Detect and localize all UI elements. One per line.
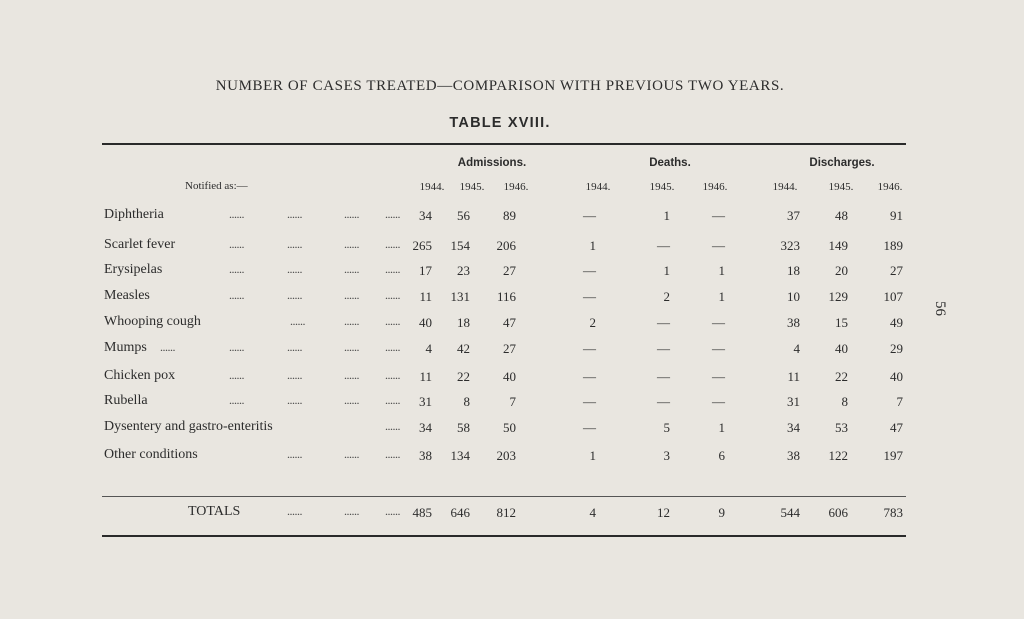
table-cell: —: [712, 394, 725, 409]
year-header: 1946.: [503, 181, 529, 193]
table-cell: 34: [419, 208, 432, 223]
leader-dots: ......: [344, 340, 359, 354]
table-cell: 2: [663, 289, 670, 304]
table-cell: —: [712, 208, 725, 223]
year-header: 1945.: [828, 181, 854, 193]
table-cell: 17: [419, 263, 432, 278]
table-cell: 203: [496, 448, 516, 463]
table-cell: 134: [450, 448, 470, 463]
leader-dots: ......: [344, 447, 359, 461]
table-cell: —: [712, 341, 725, 356]
table-cell: 197: [883, 448, 903, 463]
table-cell: 7: [509, 394, 516, 409]
table-cell: 189: [883, 238, 903, 253]
table-cell: 154: [450, 238, 470, 253]
leader-dots: ......: [385, 262, 400, 276]
leader-dots: ......: [385, 340, 400, 354]
table-cell: 47: [503, 315, 516, 330]
table-cell: —: [712, 369, 725, 384]
leader-dots: ......: [287, 207, 302, 221]
table-cell: —: [583, 263, 596, 278]
leader-dots: ......: [344, 288, 359, 302]
leader-dots: ......: [385, 314, 400, 328]
leader-dots: ......: [344, 504, 359, 518]
table-cell: —: [657, 394, 670, 409]
table-cell: 131: [450, 289, 470, 304]
leader-dots: ......: [287, 368, 302, 382]
table-cell: 27: [503, 263, 516, 278]
table-cell: —: [657, 238, 670, 253]
row-label: Mumps: [104, 340, 147, 355]
table-cell: 20: [835, 263, 848, 278]
table-cell: 40: [835, 341, 848, 356]
table-cell: 812: [496, 505, 516, 520]
year-header: 1946.: [877, 181, 903, 193]
table-cell: 40: [419, 315, 432, 330]
leader-dots: ......: [229, 368, 244, 382]
leader-dots: ......: [344, 314, 359, 328]
table-cell: 47: [890, 420, 903, 435]
table-cell: 27: [890, 263, 903, 278]
totals-divider: [102, 496, 906, 497]
table-cell: 48: [835, 208, 848, 223]
table-title: NUMBER OF CASES TREATED—COMPARISON WITH PREVIOUS TWO YEARS.: [215, 78, 785, 94]
table-cell: 5: [663, 420, 670, 435]
leader-dots: ......: [287, 447, 302, 461]
table-cell: 58: [457, 420, 470, 435]
leader-dots: ......: [160, 340, 175, 354]
leader-dots: ......: [385, 207, 400, 221]
table-cell: 91: [890, 208, 903, 223]
table-cell: 783: [883, 505, 903, 520]
table-cell: 29: [890, 341, 903, 356]
leader-dots: ......: [229, 237, 244, 251]
row-label: Scarlet fever: [104, 237, 176, 252]
year-header: 1944.: [419, 181, 445, 193]
row-label: Diphtheria: [104, 207, 164, 222]
table-cell: —: [583, 341, 596, 356]
leader-dots: ......: [290, 314, 305, 328]
table-cell: 31: [419, 394, 432, 409]
table-cell: 15: [835, 315, 848, 330]
table-cell: 42: [457, 341, 470, 356]
table-cell: 107: [883, 289, 903, 304]
leader-dots: ......: [385, 393, 400, 407]
table-cell: 6: [718, 448, 725, 463]
leader-dots: ......: [385, 288, 400, 302]
table-cell: —: [583, 369, 596, 384]
table-cell: 34: [419, 420, 432, 435]
leader-dots: ......: [287, 288, 302, 302]
page-number: 56: [932, 301, 948, 316]
table-cell: 8: [841, 394, 848, 409]
top-rule: [102, 143, 906, 145]
table-cell: 11: [419, 369, 432, 384]
table-cell: —: [712, 238, 725, 253]
table-cell: 1: [718, 289, 725, 304]
leader-dots: ......: [287, 504, 302, 518]
leader-dots: ......: [385, 368, 400, 382]
table-cell: 8: [463, 394, 470, 409]
table-cell: 1: [663, 263, 670, 278]
leader-dots: ......: [287, 393, 302, 407]
table-cell: 646: [450, 505, 470, 520]
row-label: Rubella: [104, 393, 148, 408]
table-cell: 37: [787, 208, 800, 223]
row-label: Whooping cough: [104, 314, 201, 329]
row-label: Erysipelas: [104, 262, 163, 277]
table-cell: 323: [780, 238, 800, 253]
bottom-rule: [102, 535, 906, 537]
leader-dots: ......: [385, 419, 400, 433]
year-header: 1944.: [585, 181, 611, 193]
table-cell: —: [583, 394, 596, 409]
year-header: 1946.: [702, 181, 728, 193]
row-label: Other conditions: [104, 447, 198, 462]
table-cell: 40: [890, 369, 903, 384]
group-header-deaths: Deaths.: [649, 157, 691, 169]
table-cell: 12: [657, 505, 670, 520]
table-cell: 34: [787, 420, 800, 435]
leader-dots: ......: [344, 368, 359, 382]
row-label: Dysentery and gastro-enteritis: [104, 419, 273, 434]
table-cell: 31: [787, 394, 800, 409]
leader-dots: ......: [344, 393, 359, 407]
table-cell: 22: [835, 369, 848, 384]
year-header: 1944.: [772, 181, 798, 193]
leader-dots: ......: [344, 262, 359, 276]
table-cell: 18: [457, 315, 470, 330]
table-cell: 1: [718, 263, 725, 278]
table-cell: 265: [412, 238, 432, 253]
group-header-admissions: Admissions.: [457, 157, 527, 169]
table-cell: —: [657, 315, 670, 330]
row-label: Measles: [104, 288, 150, 303]
table-cell: 4: [425, 341, 432, 356]
table-cell: 2: [589, 315, 596, 330]
table-cell: 11: [419, 289, 432, 304]
leader-dots: ......: [344, 207, 359, 221]
table-cell: 11: [787, 369, 800, 384]
table-cell: 38: [419, 448, 432, 463]
leader-dots: ......: [229, 393, 244, 407]
table-cell: 122: [828, 448, 848, 463]
table-subtitle: TABLE XVIII.: [449, 115, 551, 131]
leader-dots: ......: [344, 237, 359, 251]
table-cell: 485: [412, 505, 432, 520]
table-cell: 40: [503, 369, 516, 384]
leader-dots: ......: [229, 207, 244, 221]
table-cell: 53: [835, 420, 848, 435]
table-cell: 1: [589, 448, 596, 463]
row-label: Chicken pox: [104, 368, 176, 383]
table-cell: 18: [787, 263, 800, 278]
table-cell: 1: [718, 420, 725, 435]
table-cell: 4: [793, 341, 800, 356]
table-cell: —: [583, 208, 596, 223]
table-cell: —: [712, 315, 725, 330]
leader-dots: ......: [385, 447, 400, 461]
leader-dots: ......: [385, 504, 400, 518]
table-cell: 1: [589, 238, 596, 253]
year-header: 1945.: [459, 181, 485, 193]
table-cell: 9: [718, 505, 725, 520]
table-cell: 56: [457, 208, 470, 223]
table-cell: 129: [828, 289, 848, 304]
leader-dots: ......: [229, 340, 244, 354]
year-header: 1945.: [649, 181, 675, 193]
group-header-discharges: Discharges.: [809, 157, 875, 169]
table-cell: 38: [787, 448, 800, 463]
leader-dots: ......: [385, 237, 400, 251]
table-cell: —: [583, 289, 596, 304]
table-cell: 49: [890, 315, 903, 330]
table-cell: —: [583, 420, 596, 435]
table-cell: 27: [503, 341, 516, 356]
leader-dots: ......: [287, 237, 302, 251]
table-cell: 606: [828, 505, 848, 520]
table-cell: —: [657, 369, 670, 384]
table-cell: 206: [496, 238, 516, 253]
table-cell: 116: [496, 289, 516, 304]
table-cell: 3: [663, 448, 670, 463]
table-cell: 38: [787, 315, 800, 330]
table-cell: 10: [787, 289, 800, 304]
leader-dots: ......: [229, 262, 244, 276]
table-cell: 50: [503, 420, 516, 435]
notified-label: Notified as:—: [185, 180, 248, 192]
leader-dots: ......: [287, 262, 302, 276]
table-cell: 1: [663, 208, 670, 223]
row-label: TOTALS: [188, 504, 241, 519]
table-cell: 22: [457, 369, 470, 384]
table-cell: —: [657, 341, 670, 356]
leader-dots: ......: [229, 288, 244, 302]
table-cell: 7: [896, 394, 903, 409]
table-cell: 544: [780, 505, 800, 520]
table-cell: 149: [828, 238, 848, 253]
table-cell: 89: [503, 208, 516, 223]
table-cell: 4: [589, 505, 596, 520]
table-cell: 23: [457, 263, 470, 278]
leader-dots: ......: [287, 340, 302, 354]
